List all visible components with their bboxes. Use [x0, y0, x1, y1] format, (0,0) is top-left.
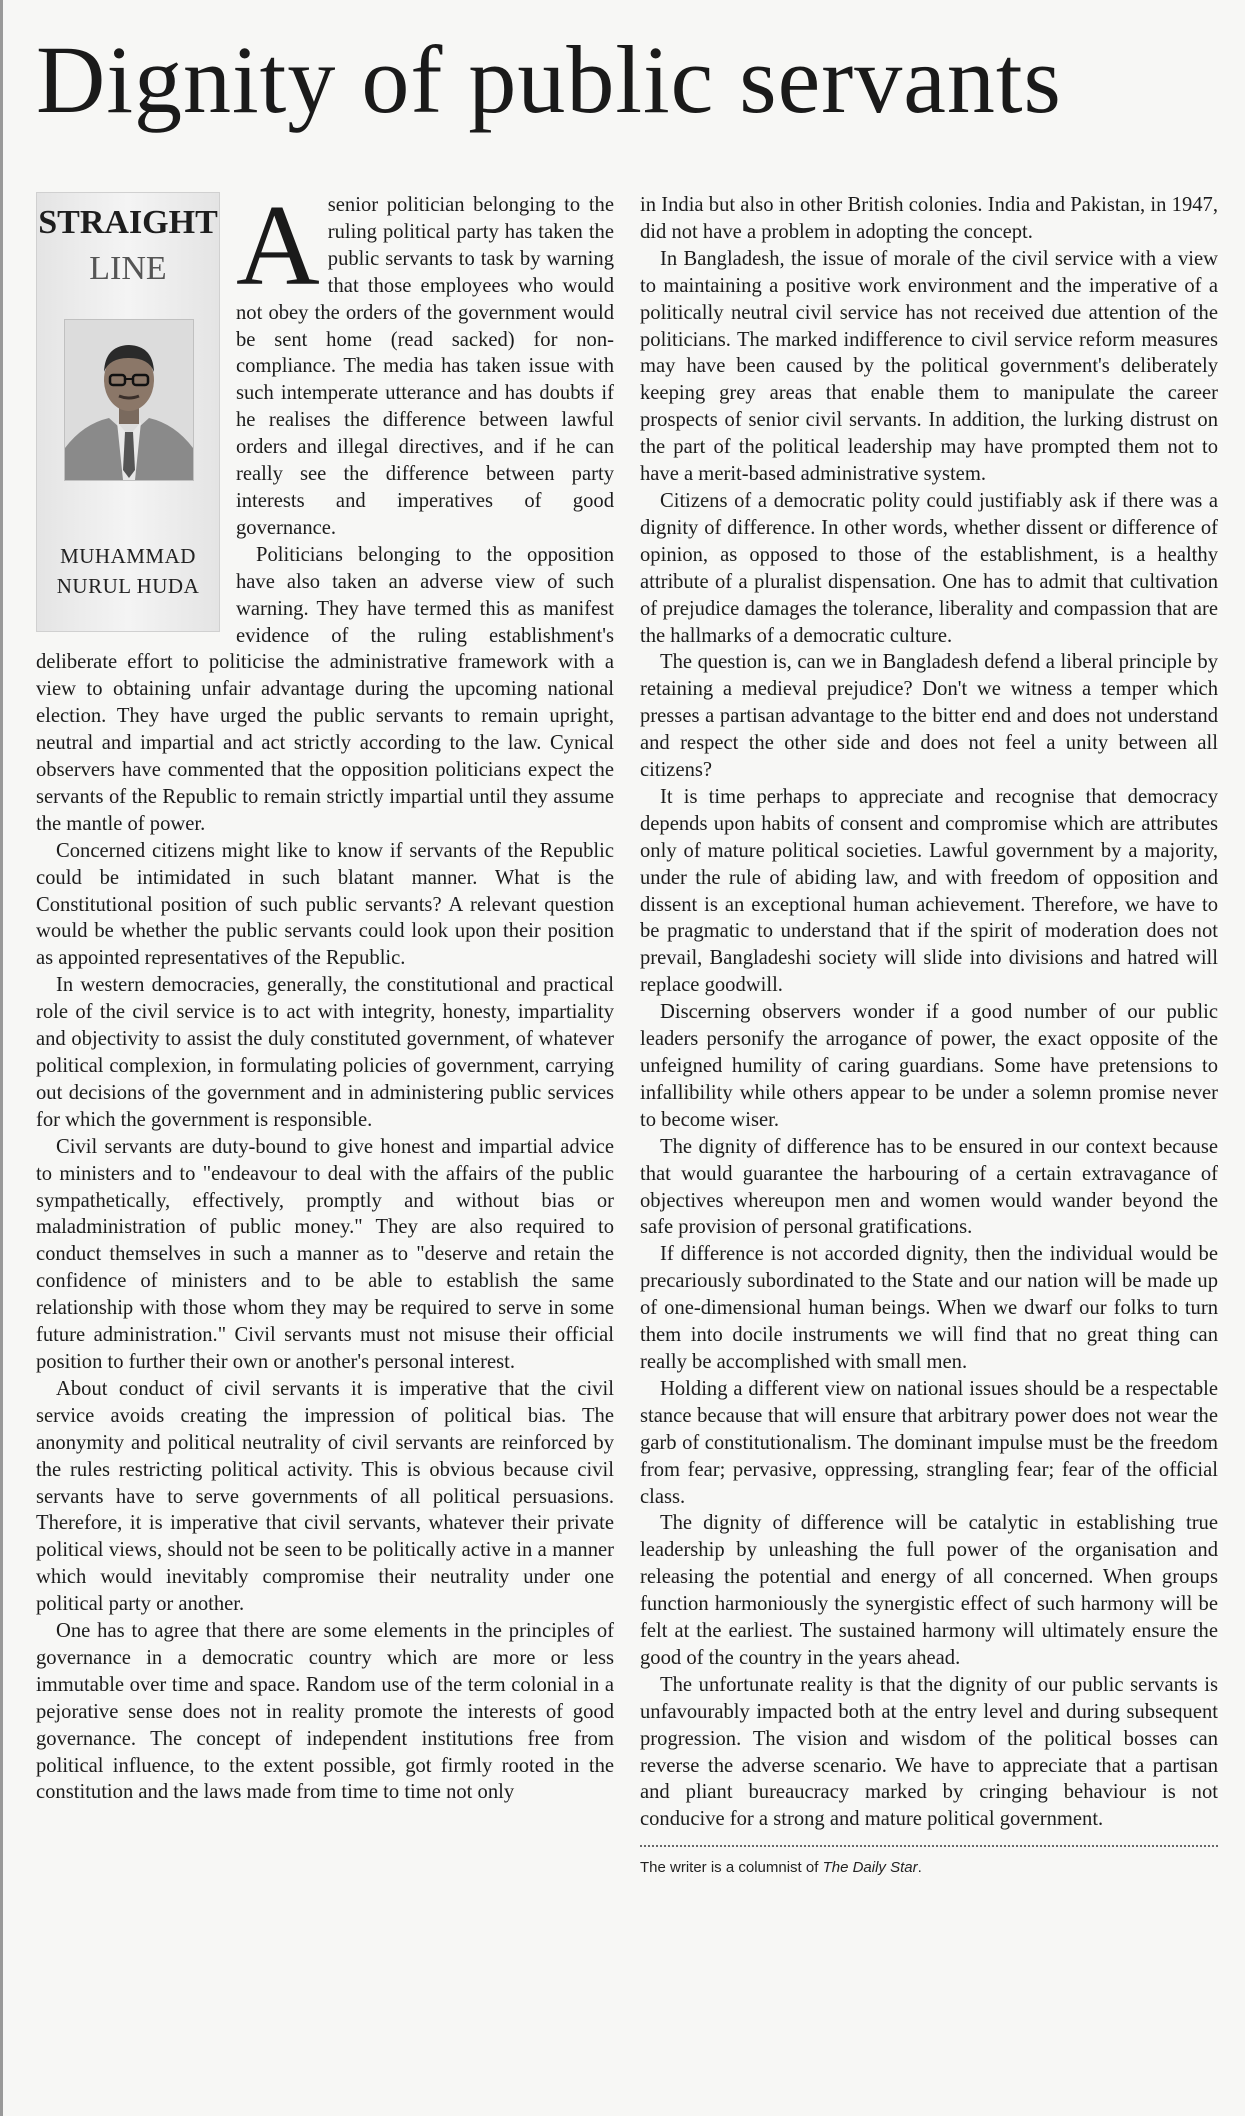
article-paragraph: Discerning observers wonder if a good number of our public leaders personify the arrogance of power, the exact opposite of the unfeigned humility of caring guardians. Some have pretensions to infallibility while others appear to be under a solemn promise never to become wiser. — [640, 1001, 1218, 1131]
footnote-suffix: . — [917, 1859, 922, 1877]
article-paragraph: Concerned citizens might like to know if servants of the Republic could be intimidated in such blatant manner. What is the Constitutional position of such public servants? A relevant question would be whether the public servants could look upon their position as appointed representatives of the Republic. — [36, 839, 614, 970]
footnote-prefix: The writer is a columnist of — [640, 1859, 823, 1877]
article-paragraph: The dignity of difference has to be ensured in our context because that would guarantee the harbouring of a certain extravagance of objectives whereupon men and women would wander beyond the safe provision of personal gratifications. — [640, 1135, 1218, 1239]
drop-cap: A — [236, 192, 320, 310]
article-paragraph: About conduct of civil servants it is imperative that the civil service avoids creating the impression of political bias. The anonymity and political neutrality of civil servants are reinforced by the rules restricting political activity. This is obvious because civil servants have to serve governments of all political persuasions. Therefore, it is imperative that civil servants, whatever their private political views, should not be seen to be politically active in a manner which would inevitably compromise their neutrality under one political party or another. — [36, 1377, 614, 1616]
article-paragraph: It is time perhaps to appreciate and recognise that democracy depends upon habits of consent and compromise which are attributes only of mature political societies. Lawful government by a majority, under the rule of abiding law, and with freedom of opposition and dissent is an exceptional human achievement. Therefore, we have to be pragmatic to understand that if the spirit of moderation does not prevail, Bangladeshi society will slide into divisions and hatred will replace goodwill. — [640, 785, 1218, 997]
writer-footnote — [640, 1845, 1218, 1879]
author-name-line-2: NURUL HUDA — [56, 574, 200, 598]
author-name — [37, 541, 219, 601]
article-paragraph: In Bangladesh, the issue of morale of the civil service with a view to maintaining a positive work environment and the imperative of a politically neutral civil service has not received due attention of the politicians. The marked indifference to civil service reform measures may have been caused by the political government's deliberately keeping grey areas that enable them to manipulate the career prospects of senior civil servants. In addition, the lurking distrust on the part of the political leadership may have prompted them not to have a merit-based administrative system. — [640, 247, 1218, 486]
article-paragraph-continued: in India but also in other British colonies. India and Pakistan, in 1947, did not have a problem in adopting the concept. — [640, 194, 1218, 243]
article-paragraph: Civil servants are duty-bound to give honest and impartial advice to ministers and to "endeavour to deal with the affairs of the public sympathetically, effectively, promptly and without bias or maladministration of public money." They are also required to conduct themselves in such a manner as to "deserve and retain the confidence of ministers and to be able to establish the same relationship with those whom they may be required to serve in some future administration." Civil servants must not misuse their official position to further their own or another's personal interest. — [36, 1135, 614, 1373]
author-name-line-1: MUHAMMAD — [60, 544, 196, 568]
article-body-right — [640, 192, 1218, 1833]
article-paragraph: If difference is not accorded dignity, then the individual would be precariously subordinated to the State and our nation will be made up of one-dimensional human beings. When we dwarf our folks to turn them into docile instruments we will find that no great thing can really be accomplished with small men. — [640, 1243, 1218, 1373]
author-portrait-icon — [65, 320, 193, 480]
right-column — [640, 192, 1218, 2082]
article-paragraph: The dignity of difference will be catalytic in establishing true leadership by unleashing the full power of the organisation and releasing the potential and energy of all concerned. When groups function harmoniously the synergistic effect of such harmony will be felt at the earliest. The sustained harmony will ultimately ensure the good of the country in the years ahead. — [640, 1512, 1218, 1669]
article-paragraph: Holding a different view on national issues should be a respectable stance because that will ensure that arbitrary power does not wear the garb of constitutionalism. The dominant impulse must be the freedom from fear; pervasive, oppressing, strangling fear; fear of the official class. — [640, 1377, 1218, 1508]
headline: Dignity of public servants — [36, 26, 1062, 133]
article-paragraph: The unfortunate reality is that the dignity of our public servants is unfavourably impacted both at the entry level and during subsequent progression. The vision and wisdom of the political bosses can reverse the adverse scenario. We have to appreciate that a partisan and pliant bureaucracy marked by cringing behaviour is not conducive for a strong and mature political government. — [640, 1673, 1218, 1831]
article-paragraph: Citizens of a democratic polity could justifiably ask if there was a dignity of difference. In other words, whether dissent or difference of opinion, as opposed to those of the establishment, is a healthy attribute of a pluralist dispensation. One has to admit that cultivation of prejudice damages the tolerance, liberality and compassion that are the hallmarks of a democratic culture. — [640, 489, 1218, 647]
article-paragraph: One has to agree that there are some elements in the principles of governance in a democratic country which are more or less immutable over time and space. Random use of the term colonial in a pejorative sense does not in reality promote the interests of good governance. The concept of independent institutions free from political influence, to the extent possible, got firmly rooted in the constitution and the laws made from time to time not only — [36, 1620, 614, 1804]
paragraph-text: senior politician belonging to the ruling political party has taken the public servants to task by warning that those employees who would not obey the orders of the government would be sent home (read sacked) for non-compliance. The media has taken issue with such intemperate utterance and has doubts if he realises the difference between lawful orders and illegal directives, and if he can really see the difference between party interests and imperatives of good governance. — [236, 194, 614, 539]
column-name-straight: STRAIGHT — [38, 204, 218, 241]
article-paragraph: Politicians belonging to the opposition have also taken an adverse view of such warning. They have termed this as manifest evidence of the ruling establishment's deliberate effort to politicise the administrative framework with a view to obtaining unfair advantage during the upcoming national election. They have urged the public servants to remain upright, neutral and impartial and act strictly according to the law. Cynical observers have commented that the opposition politicians expect the servants of the Republic to remain strictly impartial until they assume the mantle of power. — [36, 543, 614, 835]
article-paragraph: In western democracies, generally, the constitutional and practical role of the civil service is to act with integrity, honesty, impartiality and objectivity to assist the duly constituted government, of whatever political complexion, in formulating policies of government, carrying out decisions of the government and in administering public services for which the government is responsible. — [36, 974, 614, 1131]
left-column — [36, 192, 614, 2082]
publication-name: The Daily Star — [822, 1859, 918, 1877]
article-paragraph: The question is, can we in Bangladesh defend a liberal principle by retaining a medieval prejudice? Don't we witness a temper which presses a partisan advantage to the bitter end and does not understand and respect the other side and does not feel a unity between all citizens? — [640, 651, 1218, 782]
column-sidebar — [36, 192, 220, 632]
author-portrait — [64, 319, 194, 481]
column-name-line: LINE — [89, 250, 167, 287]
